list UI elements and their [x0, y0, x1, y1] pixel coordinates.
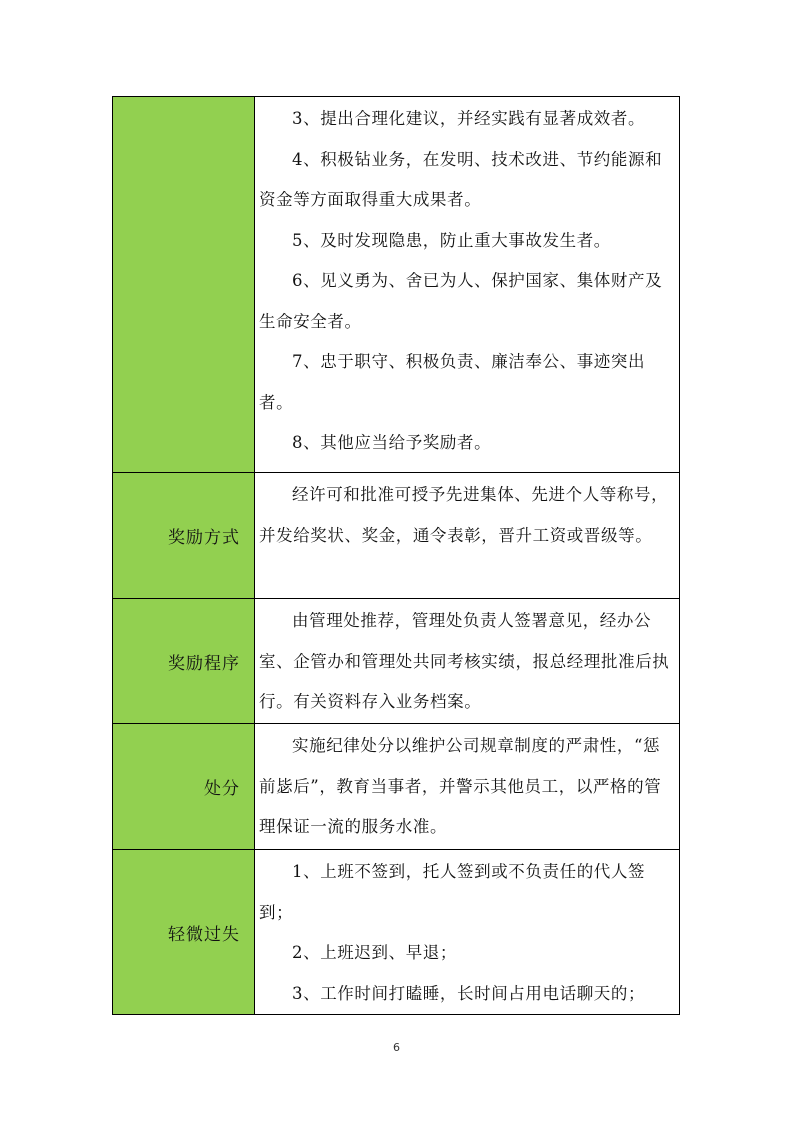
table-row-discipline: [113, 723, 679, 849]
table-row-reward-method: [113, 472, 679, 598]
paragraph: 1、上班不签到，托人签到或不负责任的代人签到；: [259, 862, 646, 922]
rules-table: [112, 96, 680, 1015]
row-content: [255, 599, 679, 723]
paragraph: 实施纪律处分以维护公司规章制度的严肃性，“惩前毖后”，教育当事者，并警示其他员工，以严格的管理保证一流的服务水准。: [259, 736, 662, 836]
row-label: 奖励程序: [113, 599, 255, 723]
row-content: [255, 724, 679, 849]
row-content: [255, 850, 679, 1014]
row-label: 处分: [113, 724, 255, 849]
row-label: 奖励方式: [113, 473, 255, 598]
page-number: 6: [393, 1041, 400, 1054]
row-label: 轻微过失: [113, 850, 255, 1014]
table-row-reward-procedure: [113, 598, 679, 723]
paragraph: 5、及时发现隐患，防止重大事故发生者。: [292, 230, 611, 250]
row-content: [255, 97, 679, 472]
paragraph: 3、工作时间打瞌睡，长时间占用电话聊天的；: [292, 983, 646, 1003]
paragraph: 4、积极钻业务，在发明、技术改进、节约能源和资金等方面取得重大成果者。: [259, 149, 663, 209]
paragraph: 3、提出合理化建议，并经实践有显著成效者。: [292, 109, 646, 128]
paragraph: 由管理处推荐，管理处负责人签署意见，经办公室、企管办和管理处共同考核实绩，报总经理批准后执行。有关资料存入业务档案。: [259, 611, 670, 711]
paragraph: 2、上班迟到、早退；: [292, 943, 457, 962]
paragraph: 6、见义勇为、舍已为人、保护国家、集体财产及生命安全者。: [259, 271, 663, 331]
row-label: [113, 97, 255, 472]
paragraph: 7、忠于职守、积极负责、廉洁奉公、事迹突出者。: [259, 352, 646, 412]
paragraph: 8、其他应当给予奖励者。: [292, 433, 492, 452]
row-content: [255, 473, 679, 598]
table-row-minor-fault: [113, 849, 679, 1014]
paragraph: 经许可和批准可授予先进集体、先进个人等称号，并发给奖状、奖金，通令表彰，晋升工资或晋级等。: [259, 485, 669, 545]
table-row-rewards-criteria: [113, 97, 679, 472]
